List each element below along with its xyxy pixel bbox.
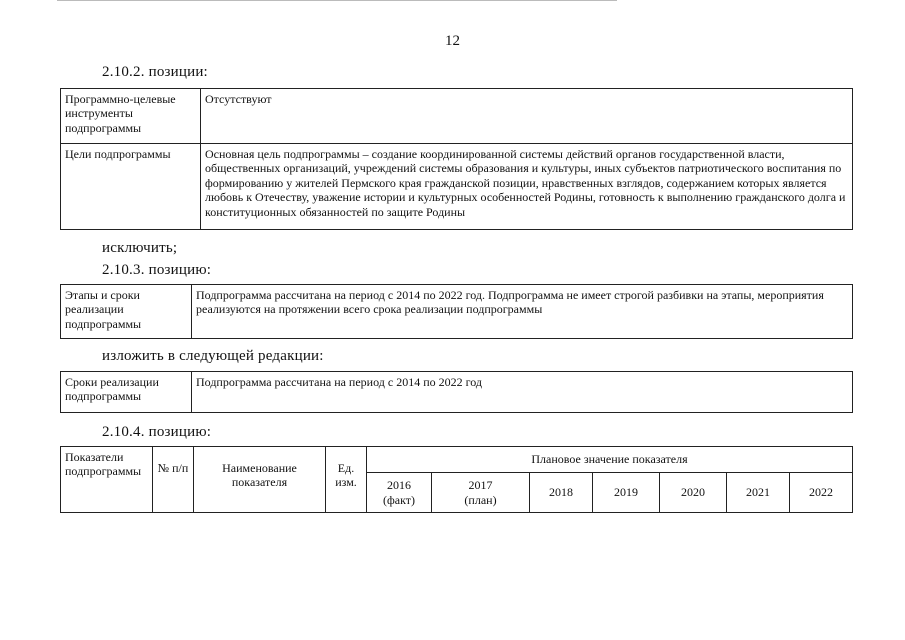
year-2018-header: 2018	[530, 473, 593, 513]
section-2-10-2-heading: 2.10.2. позиции:	[102, 64, 208, 80]
row-value: Основная цель подпрограммы – создание координированной системы действий органов государственной власти, общественных организаций, учреждений системы образования и культуры, иных субъектов патриотического воспитания по формированию у жителей Пермского края гражданской позиции, нравственных взглядов, содержанием которых является любовь к Отечеству, уважение истории и культурных особенностей Родины, готовность к выполнению гражданского долга и конституционных обязанностей по защите Родины	[201, 144, 853, 230]
row-label: Сроки реализации подпрограммы	[61, 372, 192, 413]
row-value: Подпрограмма рассчитана на период с 2014 по 2022 год	[192, 372, 853, 413]
year-2016-header: 2016 (факт)	[367, 473, 432, 513]
section-2-10-4-heading: 2.10.4. позицию:	[102, 424, 212, 440]
row-value: Подпрограмма рассчитана на период с 2014 по 2022 год. Подпрограмма не имеет строгой разбивки на этапы, мероприятия реализуются на протяжении всего срока реализации подпрограммы	[192, 285, 853, 339]
year-2019-header: 2019	[593, 473, 660, 513]
table-row	[61, 372, 853, 413]
indicators-table	[60, 446, 853, 513]
section-2-10-2-table	[60, 88, 853, 230]
row-label: Программно-целевые инструменты подпрограммы	[61, 89, 201, 144]
instruction-rewrite: изложить в следующей редакции:	[102, 348, 324, 364]
row-label: Цели подпрограммы	[61, 144, 201, 230]
table-row	[61, 144, 853, 230]
instruction-exclude: исключить;	[102, 240, 178, 256]
row-value: Отсутствуют	[201, 89, 853, 144]
col-plan-header: Плановое значение показателя	[367, 447, 853, 473]
year-2017-header: 2017 (план)	[432, 473, 530, 513]
year-2021-header: 2021	[727, 473, 790, 513]
scan-top-edge	[57, 0, 617, 3]
year-2022-header: 2022	[790, 473, 853, 513]
page-number: 12	[445, 33, 460, 49]
section-2-10-3-new-table	[60, 371, 853, 413]
section-2-10-3-old-table	[60, 284, 853, 339]
table-row	[61, 89, 853, 144]
col-name-header: Наименование показателя	[194, 447, 326, 513]
table-header-row	[61, 447, 853, 473]
col-unit-header: Ед. изм.	[326, 447, 367, 513]
col-num-header: № п/п	[153, 447, 194, 513]
year-2020-header: 2020	[660, 473, 727, 513]
table-row	[61, 285, 853, 339]
section-2-10-3-heading: 2.10.3. позицию:	[102, 262, 212, 278]
col-indicators-header: Показатели подпрограммы	[61, 447, 153, 513]
row-label: Этапы и сроки реализации подпрограммы	[61, 285, 192, 339]
